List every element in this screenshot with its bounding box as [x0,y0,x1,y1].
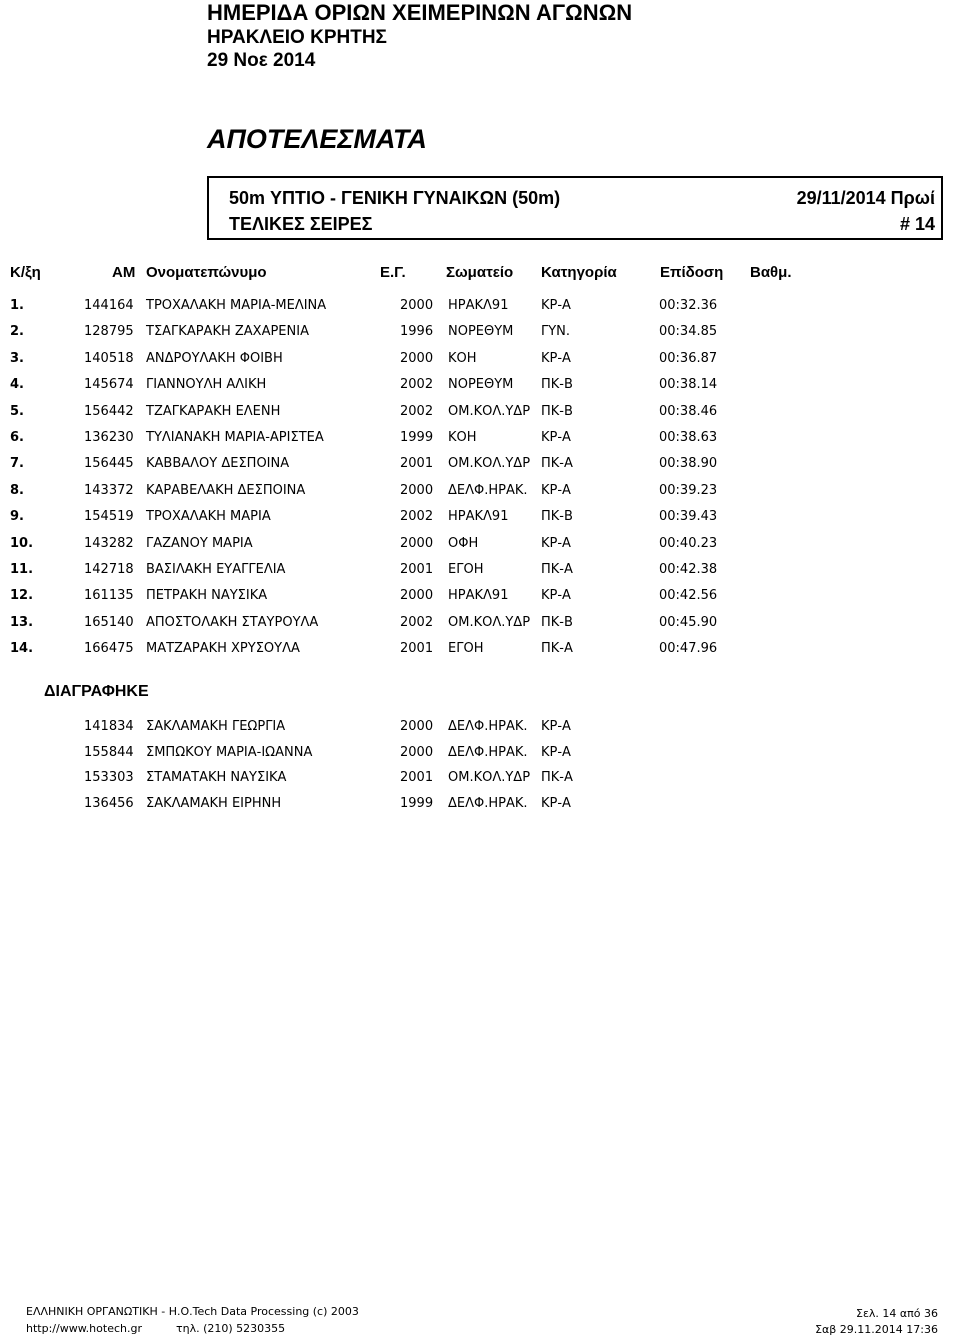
cell-rank: 3. [10,350,24,366]
col-category: Κατηγορία [541,264,617,281]
cell-name: ΜΑΤΖΑΡΑΚΗ ΧΡΥΣΟΥΛΑ [146,641,300,657]
cell-am: 145674 [84,377,134,393]
cell-name: ΓΙΑΝΝΟΥΛΗ ΑΛΙΚΗ [146,377,267,393]
cell-category: ΚΡ-Α [541,298,571,313]
cell-am: 140518 [84,350,134,366]
cell-rank: 9. [10,509,24,525]
results-heading: ΑΠΟΤΕΛΕΣΜΑΤΑ [207,124,427,154]
table-row [0,430,960,450]
cell-am: 154519 [84,509,134,525]
cell-club: ΔΕΛΦ.ΗΡΑΚ. [448,719,528,734]
cell-name: ΚΑΡΑΒΕΛΑΚΗ ΔΕΣΠΟΙΝΑ [146,482,306,498]
cell-year: 2002 [400,509,434,525]
cell-year: 1999 [400,796,434,812]
meet-location: ΗΡΑΚΛΕΙΟ ΚΡΗΤΗΣ [207,27,387,48]
cell-category: ΚΡ-Α [541,719,571,734]
cell-category: ΚΡ-Α [541,535,571,551]
col-rank: Κ/ξη [10,264,41,281]
cell-time: 00:32.36 [659,298,718,313]
event-info-box [207,176,943,240]
col-name: Ονοματεπώνυμο [146,264,267,281]
cell-name: ΤΣΑΓΚΑΡΑΚΗ ΖΑΧΑΡΕΝΙΑ [146,324,309,340]
table-row [0,324,960,344]
cell-time: 00:39.43 [659,509,718,525]
cell-club: ΝΟΡΕΘΥΜ [448,377,514,393]
cell-club: ΔΕΛΦ.ΗΡΑΚ. [448,482,528,498]
cell-name: ΑΠΟΣΤΟΛΑΚΗ ΣΤΑΥΡΟΥΛΑ [146,614,319,630]
event-round: ΤΕΛΙΚΕΣ ΣΕΙΡΕΣ [229,214,373,234]
col-club: Σωματείο [446,264,514,281]
event-number: # 14 [899,214,935,234]
cell-rank: 13. [10,614,34,630]
cell-rank: 6. [10,430,24,445]
cell-club: ΗΡΑΚΛ91 [448,509,509,525]
table-row [0,719,960,739]
cell-am: 142718 [84,562,134,577]
cell-year: 2001 [400,641,434,657]
cell-club: ΟΜ.ΚΟΛ.ΥΔΡ [448,456,531,472]
table-row [0,588,960,608]
col-am: ΑΜ [112,264,136,281]
cell-category: ΠΚ-Β [541,377,573,393]
cell-year: 1996 [400,324,434,340]
table-row [0,298,960,318]
cell-rank: 4. [10,377,24,393]
cell-category: ΠΚ-Α [541,456,573,472]
cell-name: ΣΑΚΛΑΜΑΚΗ ΓΕΩΡΓΙΑ [146,719,286,734]
cell-rank: 5. [10,403,24,419]
cell-club: ΚΟΗ [448,350,477,366]
cell-time: 00:40.23 [659,535,718,551]
meet-title: ΗΜΕΡΙΔΑ ΟΡΙΩΝ ΧΕΙΜΕΡΙΝΩΝ ΑΓΩΝΩΝ [207,0,633,25]
cell-name: ΓΑΖΑΝΟΥ ΜΑΡΙΑ [146,535,253,551]
cell-am: 143282 [84,535,134,551]
cell-am: 156445 [84,456,134,472]
cell-club: ΕΓΟΗ [448,562,484,577]
cell-club: ΟΜ.ΚΟΛ.ΥΔΡ [448,770,531,786]
col-year: Ε.Γ. [380,264,406,281]
cell-time: 00:39.23 [659,482,718,498]
cell-time: 00:34.85 [659,324,718,340]
cell-club: ΔΕΛΦ.ΗΡΑΚ. [448,744,528,760]
table-row [0,562,960,582]
table-row [0,351,960,371]
cell-time: 00:36.87 [659,350,718,366]
cell-name: ΠΕΤΡΑΚΗ ΝΑΥΣΙΚΑ [146,588,268,604]
cell-time: 00:38.46 [659,403,718,419]
cell-club: ΗΡΑΚΛ91 [448,588,509,604]
cell-club: ΚΟΗ [448,430,477,445]
cell-club: ΔΕΛΦ.ΗΡΑΚ. [448,796,528,812]
cell-club: ΝΟΡΕΘΥΜ [448,324,514,340]
cell-rank: 1. [10,298,24,313]
cell-am: 136230 [84,430,134,445]
cell-rank: 8. [10,482,24,498]
cell-category: ΠΚ-Α [541,641,573,657]
cell-club: ΟΦΗ [448,535,479,551]
cell-am: 141834 [84,719,134,734]
footer-page: Σελ. 14 από 36 [856,1307,938,1320]
cell-time: 00:38.63 [659,430,718,445]
cell-time: 00:42.56 [659,588,718,604]
cell-year: 2000 [400,535,434,551]
cell-am: 166475 [84,641,134,657]
table-row [0,404,960,424]
event-name: 50m ΥΠΤΙΟ - ΓΕΝΙΚΗ ΓΥΝΑΙΚΩΝ (50m) [229,188,561,208]
cell-rank: 14. [10,641,34,657]
cell-category: ΠΚ-Α [541,562,573,577]
cell-year: 2001 [400,562,434,577]
cell-rank: 10. [10,535,34,551]
cell-am: 165140 [84,614,134,630]
cell-name: ΑΝΔΡΟΥΛΑΚΗ ΦΟΙΒΗ [146,350,283,366]
cell-name: ΤΥΛΙΑΝΑΚΗ ΜΑΡΙΑ-ΑΡΙΣΤΕΑ [146,430,324,445]
table-row [0,745,960,765]
footer-printed: Σαβ 29.11.2014 17:36 [815,1323,938,1336]
cell-club: ΟΜ.ΚΟΛ.ΥΔΡ [448,614,531,630]
table-row [0,770,960,790]
col-time: Επίδοση [660,264,724,281]
col-points: Βαθμ. [750,264,792,281]
cell-name: ΒΑΣΙΛΑΚΗ ΕΥΑΓΓΕΛΙΑ [146,562,286,577]
table-row [0,641,960,661]
cell-category: ΠΚ-Α [541,770,573,786]
cell-year: 2000 [400,350,434,366]
table-row [0,377,960,397]
cell-year: 2002 [400,614,434,630]
cell-year: 1999 [400,430,434,445]
table-row [0,509,960,529]
cell-time: 00:45.90 [659,614,718,630]
cell-time: 00:47.96 [659,641,718,657]
cell-name: ΣΑΚΛΑΜΑΚΗ ΕΙΡΗΝΗ [146,796,282,812]
cell-name: ΤΡΟΧΑΛΑΚΗ ΜΑΡΙΑ [146,509,271,525]
cell-am: 128795 [84,324,134,340]
cell-am: 156442 [84,403,134,419]
cell-rank: 2. [10,324,24,340]
cell-name: ΤΡΟΧΑΛΑΚΗ ΜΑΡΙΑ-ΜΕΛΙΝΑ [146,298,327,313]
cell-am: 143372 [84,482,134,498]
meet-date: 29 Νοε 2014 [207,50,316,71]
cell-am: 155844 [84,744,134,760]
cell-category: ΓΥΝ. [541,324,571,340]
cell-category: ΚΡ-Α [541,744,571,760]
cell-name: ΣΜΠΩΚΟΥ ΜΑΡΙΑ-ΙΩΑΝΝΑ [146,744,313,760]
table-row [0,483,960,503]
cell-year: 2002 [400,403,434,419]
cell-year: 2000 [400,588,434,604]
cell-category: ΠΚ-Β [541,614,573,630]
cell-am: 136456 [84,796,134,812]
cell-category: ΚΡ-Α [541,482,571,498]
cell-rank: 7. [10,456,24,472]
cell-category: ΚΡ-Α [541,350,571,366]
cell-year: 2002 [400,377,434,393]
footer-org: ΕΛΛΗΝΙΚΗ ΟΡΓΑΝΩΤΙΚΗ - Η.Ο.Tech Data Processing (c) 2003 [26,1305,359,1318]
cell-category: ΚΡ-Α [541,796,571,812]
cell-name: ΤΖΑΓΚΑΡΑΚΗ ΕΛΕΝΗ [146,403,281,419]
cell-year: 2001 [400,456,434,472]
table-row [0,796,960,816]
cell-category: ΠΚ-Β [541,509,573,525]
footer-url[interactable]: http://www.hotech.gr [26,1322,142,1335]
cell-club: ΗΡΑΚΛ91 [448,298,509,313]
cell-year: 2000 [400,298,434,313]
cell-category: ΚΡ-Α [541,588,571,604]
cell-year: 2000 [400,719,434,734]
cell-am: 161135 [84,588,134,604]
cell-year: 2000 [400,482,434,498]
cell-rank: 11. [10,562,34,577]
cell-am: 144164 [84,298,134,313]
cell-category: ΚΡ-Α [541,430,571,445]
cell-time: 00:42.38 [659,562,718,577]
cell-club: ΟΜ.ΚΟΛ.ΥΔΡ [448,403,531,419]
cell-year: 2000 [400,744,434,760]
cell-name: ΚΑΒΒΑΛΟΥ ΔΕΣΠΟΙΝΑ [146,456,290,472]
footer-phone: τηλ. (210) 5230355 [176,1322,286,1335]
cell-time: 00:38.90 [659,456,718,472]
cell-name: ΣΤΑΜΑΤΑΚΗ ΝΑΥΣΙΚΑ [146,770,287,786]
event-date: 29/11/2014 Πρωί [796,188,935,208]
table-row [0,615,960,635]
table-row [0,536,960,556]
disqualified-heading: ΔΙΑΓΡΑΦΗΚΕ [44,683,149,700]
table-row [0,456,960,476]
cell-year: 2001 [400,770,434,786]
cell-category: ΠΚ-Β [541,403,573,419]
cell-am: 153303 [84,770,134,786]
cell-time: 00:38.14 [659,377,718,393]
cell-club: ΕΓΟΗ [448,641,484,657]
cell-rank: 12. [10,588,34,604]
